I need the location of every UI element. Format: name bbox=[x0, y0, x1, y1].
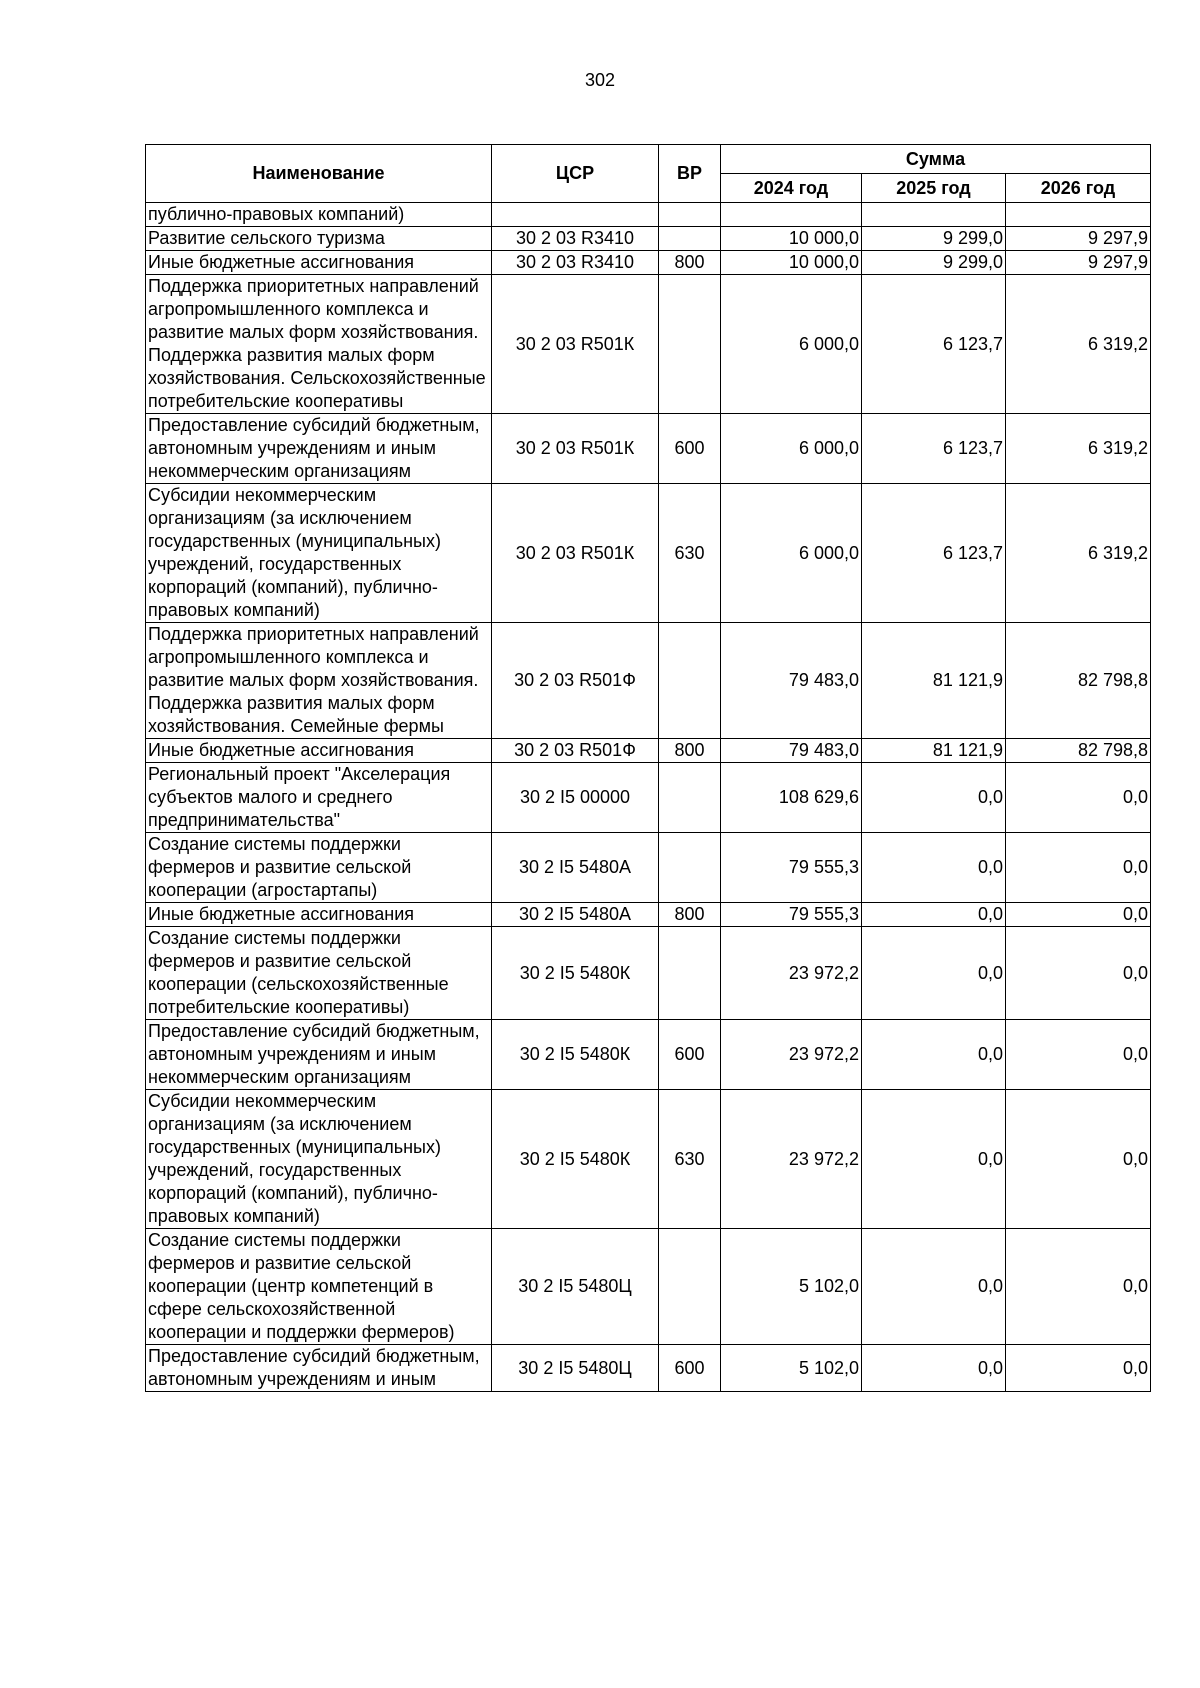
cell-2025: 0,0 bbox=[862, 833, 1006, 903]
cell-2024: 5 102,0 bbox=[721, 1345, 862, 1392]
cell-2026: 0,0 bbox=[1006, 903, 1151, 927]
cell-2025: 0,0 bbox=[862, 1345, 1006, 1392]
cell-2025: 81 121,9 bbox=[862, 739, 1006, 763]
cell-csr: 30 2 03 R501К bbox=[492, 484, 659, 623]
cell-vr: 600 bbox=[659, 1345, 721, 1392]
table-row bbox=[146, 903, 1151, 927]
cell-csr: 30 2 I5 5480А bbox=[492, 833, 659, 903]
table-row bbox=[146, 623, 1151, 739]
cell-csr: 30 2 I5 5480К bbox=[492, 927, 659, 1020]
cell-2026: 6 319,2 bbox=[1006, 484, 1151, 623]
cell-name: Субсидии некоммерческим организациям (за исключением государственных (муниципальных) учреждений, государственных корпораций (компаний), публично-правовых компаний) bbox=[146, 1090, 492, 1229]
header-2026: 2026 год bbox=[1006, 174, 1151, 203]
table-row bbox=[146, 1345, 1151, 1392]
cell-2025: 6 123,7 bbox=[862, 484, 1006, 623]
cell-2025 bbox=[862, 203, 1006, 227]
cell-2026: 0,0 bbox=[1006, 763, 1151, 833]
cell-name: Предоставление субсидий бюджетным, автономным учреждениям и иным некоммерческим организациям bbox=[146, 1020, 492, 1090]
cell-vr bbox=[659, 1229, 721, 1345]
cell-csr: 30 2 03 R3410 bbox=[492, 227, 659, 251]
table-row bbox=[146, 833, 1151, 903]
cell-2024: 10 000,0 bbox=[721, 251, 862, 275]
cell-vr: 600 bbox=[659, 1020, 721, 1090]
cell-2024: 23 972,2 bbox=[721, 1020, 862, 1090]
table-row bbox=[146, 763, 1151, 833]
header-csr: ЦСР bbox=[492, 145, 659, 203]
cell-2024: 79 483,0 bbox=[721, 623, 862, 739]
cell-csr: 30 2 03 R501К bbox=[492, 275, 659, 414]
cell-2024 bbox=[721, 203, 862, 227]
table-row bbox=[146, 414, 1151, 484]
table-row bbox=[146, 927, 1151, 1020]
cell-2026: 0,0 bbox=[1006, 1020, 1151, 1090]
table-row bbox=[146, 1090, 1151, 1229]
cell-vr bbox=[659, 227, 721, 251]
cell-2025: 0,0 bbox=[862, 1090, 1006, 1229]
cell-2025: 9 299,0 bbox=[862, 251, 1006, 275]
cell-name: Иные бюджетные ассигнования bbox=[146, 251, 492, 275]
cell-name: Развитие сельского туризма bbox=[146, 227, 492, 251]
table-header bbox=[146, 145, 1151, 203]
header-vr: ВР bbox=[659, 145, 721, 203]
header-2024: 2024 год bbox=[721, 174, 862, 203]
cell-csr: 30 2 I5 5480К bbox=[492, 1020, 659, 1090]
cell-name: Предоставление субсидий бюджетным, автономным учреждениям и иным некоммерческим организациям bbox=[146, 414, 492, 484]
cell-csr: 30 2 03 R3410 bbox=[492, 251, 659, 275]
header-sum: Сумма bbox=[721, 145, 1151, 174]
cell-2024: 6 000,0 bbox=[721, 275, 862, 414]
cell-2026: 6 319,2 bbox=[1006, 414, 1151, 484]
cell-vr bbox=[659, 927, 721, 1020]
cell-2026: 0,0 bbox=[1006, 1345, 1151, 1392]
cell-name: Иные бюджетные ассигнования bbox=[146, 739, 492, 763]
cell-vr bbox=[659, 623, 721, 739]
cell-2025: 9 299,0 bbox=[862, 227, 1006, 251]
cell-2026: 0,0 bbox=[1006, 833, 1151, 903]
cell-2025: 81 121,9 bbox=[862, 623, 1006, 739]
cell-2026: 9 297,9 bbox=[1006, 227, 1151, 251]
cell-2024: 79 555,3 bbox=[721, 833, 862, 903]
table-row bbox=[146, 203, 1151, 227]
cell-csr: 30 2 03 R501К bbox=[492, 414, 659, 484]
cell-vr: 630 bbox=[659, 1090, 721, 1229]
cell-vr: 800 bbox=[659, 739, 721, 763]
cell-vr bbox=[659, 275, 721, 414]
cell-2026: 0,0 bbox=[1006, 927, 1151, 1020]
cell-2026: 82 798,8 bbox=[1006, 623, 1151, 739]
cell-vr bbox=[659, 203, 721, 227]
cell-name: Поддержка приоритетных направлений агропромышленного комплекса и развитие малых форм хозяйствования. Поддержка развития малых форм хозяйствования. Семейные фермы bbox=[146, 623, 492, 739]
cell-2026: 9 297,9 bbox=[1006, 251, 1151, 275]
header-name: Наименование bbox=[146, 145, 492, 203]
cell-2025: 0,0 bbox=[862, 1020, 1006, 1090]
cell-2024: 23 972,2 bbox=[721, 1090, 862, 1229]
cell-2025: 6 123,7 bbox=[862, 275, 1006, 414]
cell-csr: 30 2 I5 5480Ц bbox=[492, 1345, 659, 1392]
cell-name: Предоставление субсидий бюджетным, автономным учреждениям и иным bbox=[146, 1345, 492, 1392]
page-number: 302 bbox=[584, 70, 616, 90]
cell-csr: 30 2 I5 5480А bbox=[492, 903, 659, 927]
cell-2024: 79 555,3 bbox=[721, 903, 862, 927]
table-row bbox=[146, 251, 1151, 275]
cell-2024: 108 629,6 bbox=[721, 763, 862, 833]
header-2025: 2025 год bbox=[862, 174, 1006, 203]
cell-2026: 0,0 bbox=[1006, 1090, 1151, 1229]
cell-2026 bbox=[1006, 203, 1151, 227]
cell-2026: 0,0 bbox=[1006, 1229, 1151, 1345]
cell-2024: 10 000,0 bbox=[721, 227, 862, 251]
table-row bbox=[146, 275, 1151, 414]
cell-2026: 6 319,2 bbox=[1006, 275, 1151, 414]
cell-name: Создание системы поддержки фермеров и развитие сельской кооперации (центр компетенций в сфере сельскохозяйственной кооперации и поддержки фермеров) bbox=[146, 1229, 492, 1345]
cell-2025: 6 123,7 bbox=[862, 414, 1006, 484]
table-row bbox=[146, 1229, 1151, 1345]
cell-2024: 5 102,0 bbox=[721, 1229, 862, 1345]
cell-2025: 0,0 bbox=[862, 927, 1006, 1020]
cell-name: Создание системы поддержки фермеров и развитие сельской кооперации (агростартапы) bbox=[146, 833, 492, 903]
cell-2024: 6 000,0 bbox=[721, 484, 862, 623]
table-body bbox=[146, 203, 1151, 1392]
cell-csr: 30 2 03 R501Ф bbox=[492, 623, 659, 739]
cell-name: публично-правовых компаний) bbox=[146, 203, 492, 227]
cell-name: Иные бюджетные ассигнования bbox=[146, 903, 492, 927]
cell-name: Региональный проект "Акселерация субъектов малого и среднего предпринимательства" bbox=[146, 763, 492, 833]
cell-csr bbox=[492, 203, 659, 227]
cell-name: Субсидии некоммерческим организациям (за исключением государственных (муниципальных) учреждений, государственных корпораций (компаний), публично-правовых компаний) bbox=[146, 484, 492, 623]
cell-name: Поддержка приоритетных направлений агропромышленного комплекса и развитие малых форм хозяйствования. Поддержка развития малых форм хозяйствования. Сельскохозяйственные потребительские кооперативы bbox=[146, 275, 492, 414]
budget-table bbox=[145, 144, 1151, 1392]
cell-2024: 79 483,0 bbox=[721, 739, 862, 763]
cell-vr: 630 bbox=[659, 484, 721, 623]
cell-vr: 800 bbox=[659, 903, 721, 927]
table-row bbox=[146, 739, 1151, 763]
table-row bbox=[146, 1020, 1151, 1090]
cell-csr: 30 2 I5 5480Ц bbox=[492, 1229, 659, 1345]
cell-vr: 600 bbox=[659, 414, 721, 484]
cell-2025: 0,0 bbox=[862, 903, 1006, 927]
cell-2025: 0,0 bbox=[862, 1229, 1006, 1345]
cell-csr: 30 2 I5 5480К bbox=[492, 1090, 659, 1229]
table-row bbox=[146, 227, 1151, 251]
cell-vr bbox=[659, 763, 721, 833]
cell-vr: 800 bbox=[659, 251, 721, 275]
cell-name: Создание системы поддержки фермеров и развитие сельской кооперации (сельскохозяйственные потребительские кооперативы) bbox=[146, 927, 492, 1020]
table-row bbox=[146, 484, 1151, 623]
cell-2025: 0,0 bbox=[862, 763, 1006, 833]
cell-2026: 82 798,8 bbox=[1006, 739, 1151, 763]
cell-2024: 23 972,2 bbox=[721, 927, 862, 1020]
cell-csr: 30 2 I5 00000 bbox=[492, 763, 659, 833]
cell-2024: 6 000,0 bbox=[721, 414, 862, 484]
cell-csr: 30 2 03 R501Ф bbox=[492, 739, 659, 763]
cell-vr bbox=[659, 833, 721, 903]
